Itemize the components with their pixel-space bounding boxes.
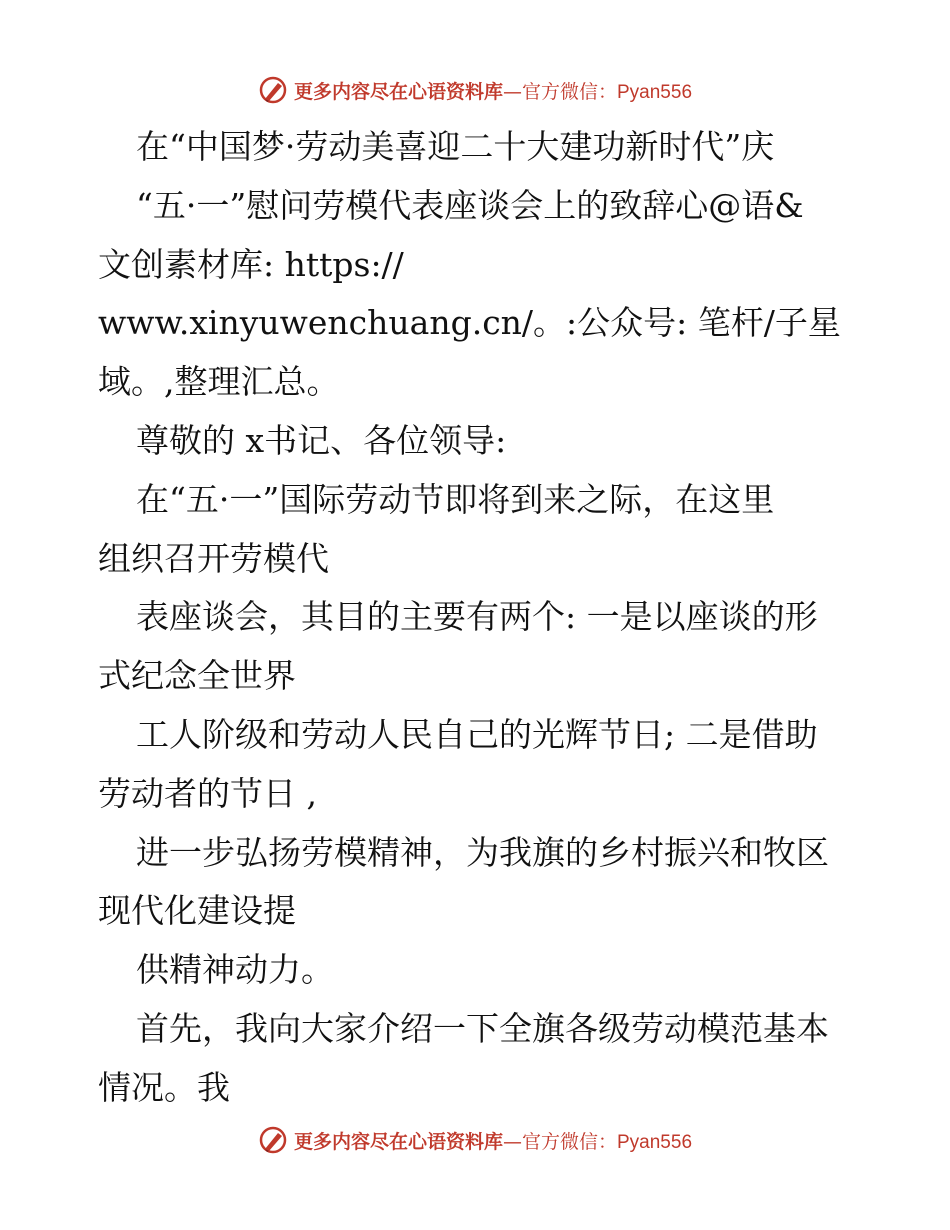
footer-watermark bbox=[0, 1120, 950, 1160]
watermark-main: 更多内容尽在心语资料库 bbox=[293, 1130, 503, 1153]
text-line: 组织召开劳模代 bbox=[98, 538, 329, 578]
pen-logo-icon bbox=[258, 1125, 288, 1155]
watermark-wechat-label: 官方微信： bbox=[521, 80, 617, 103]
text-line: 在“中国梦·劳动美喜迎二十大建功新时代”庆 bbox=[136, 127, 775, 166]
text-line: www.xinyuwenchuang.cn/。:公众号: 笔杆/子星 bbox=[98, 303, 841, 343]
watermark-wechat-label: 官方微信： bbox=[521, 1130, 617, 1153]
text-line: 工人阶级和劳动人民自己的光辉节日; 二是借助 bbox=[136, 714, 818, 754]
text-line: 域。,整理汇总。 bbox=[98, 362, 340, 402]
watermark-dash: — bbox=[502, 80, 522, 103]
pen-logo-icon bbox=[258, 75, 288, 105]
text-line: 进一步弘扬劳模精神，为我旗的乡村振兴和牧区 bbox=[136, 832, 829, 872]
watermark-account: Pyan556 bbox=[617, 1131, 693, 1153]
text-line: 文创素材库: https:// bbox=[98, 244, 404, 284]
watermark-main: 更多内容尽在心语资料库 bbox=[293, 80, 503, 103]
text-line: 式纪念全世界 bbox=[98, 656, 296, 696]
watermark-account: Pyan556 bbox=[617, 81, 693, 103]
text-line: 表座谈会，其目的主要有两个: 一是以座谈的形 bbox=[136, 597, 818, 637]
document-body bbox=[98, 118, 858, 1118]
watermark-text bbox=[294, 1127, 692, 1154]
text-line: 首先，我向大家介绍一下全旗各级劳动模范基本 bbox=[136, 1008, 829, 1048]
text-line: 供精神动力。 bbox=[136, 950, 334, 990]
text-line: “五·一”慰问劳模代表座谈会上的致辞心@语& bbox=[136, 185, 804, 225]
text-line: 尊敬的 x书记、各位领导: bbox=[136, 420, 507, 460]
watermark-dash: — bbox=[502, 1130, 522, 1153]
text-line: 现代化建设提 bbox=[98, 891, 296, 931]
header-watermark bbox=[0, 70, 950, 110]
text-line: 情况。我 bbox=[98, 1067, 230, 1107]
text-line: 在“五·一”国际劳动节即将到来之际，在这里 bbox=[136, 479, 775, 519]
watermark-text bbox=[294, 77, 692, 104]
text-line: 劳动者的节日 , bbox=[98, 773, 317, 813]
